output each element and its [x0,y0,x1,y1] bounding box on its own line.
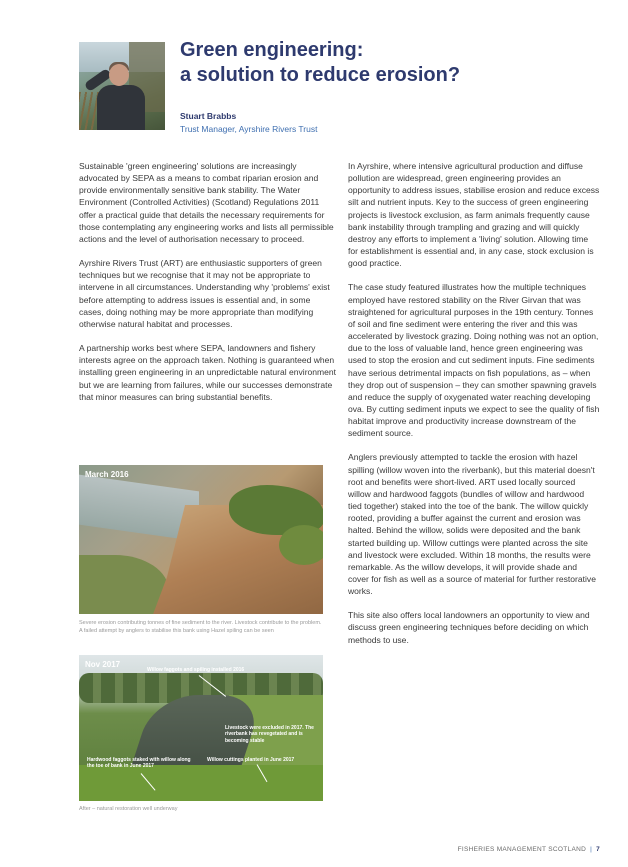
annotation-hardwood-faggots: Hardwood faggots staked with willow along the toe of bank in June 2017 [87,757,191,770]
after-photo [79,655,323,801]
paragraph: The case study featured illustrates how the multiple techniques employed have restored stability on the River Girvan that was straightened for agricultural purposes in the 19th century. Tonnes of soil and fine sediment were entering the river and this was accelerated by livestock grazing. Doing nothing was not an option, due to the loss of valuable land, hence green engineering was used to stop the erosion and cut sediment inputs. Fine sediments have serious detrimental impacts on fish populations, as – when they drop out of suspension – they can smother spawning gravels and reduce the supply of oxygenated water reaching developing ova. By cutting sediment inputs we expect to see the quality of fish habitat improve and productivity increase downstream of the sediment source. [348,282,600,439]
paragraph: Sustainable 'green engineering' solutions are increasingly advocated by SEPA as a means to combat riparian erosion and provide environmentally sensitive bank stability. The Water Environment (Controlled Activities) (Scotland) Regulations 2011 offer a practical guide that details the necessary requirements for those contemplating any engineering works and lists all permissible actions and the level of authorisation necessary to proceed. [79,161,334,244]
after-photo-label: Nov 2017 [85,660,121,669]
annotation-willow-cuttings: Willow cuttings planted in June 2017 [207,757,295,763]
title-line-2: a solution to reduce erosion? [180,64,461,86]
left-column [79,160,337,415]
paragraph: Anglers previously attempted to tackle the erosion with hazel spilling (willow woven into the riverbank), but this material doesn't root and benefits were short-lived. ART used locally sourced willow and hardwood faggots (bundles of willow and hardwood tied together) staked into the toe of the bank. The willow quickly rooted, providing a buffer against the current and erosion was halted. Behind the willow, solids were deposited and the bank started building up. Willow cuttings were planted across the site and livestock were excluded. Within 18 months, the results were remarkable. As the willow develops, it will provide shade and cover for fish as well as a source of material for further restorative works. [348,452,596,597]
paragraph: A partnership works best where SEPA, landowners and fishery interests agree on the approach taken. Nothing is guaranteed when installing green engineering in an unpredictable natural environment but we are learning from failures, while our successes demonstrate that minor measures can bring substantial benefits. [79,343,337,402]
paragraph: Ayrshire Rivers Trust (ART) are enthusiastic supporters of green techniques but we recognise that it may not be appropriate to intervene in all circumstances. Understanding why 'problems' exist before attempting to address issues is essential and, in some cases, doing nothing may be more appropriate than modifying otherwise natural habitat and processes. [79,258,330,329]
right-column [348,160,600,658]
before-photo [79,465,323,614]
publication-name: FISHERIES MANAGEMENT SCOTLAND [457,846,587,853]
before-photo-caption: Severe erosion contributing tonnes of fine sediment to the river. Livestock contribute to the problem. A failed attempt by anglers to stabilise this bank using Hazel spiling can be seen [79,620,322,634]
paragraph: This site also offers local landowners an opportunity to view and discuss green engineering techniques before deciding on which methods to use. [348,610,590,645]
paragraph: In Ayrshire, where intensive agricultural production and diffuse pollution are widespread, green engineering provides an opportunity to address issues, stabilise erosion and reduce excess silt and nutrient inputs. Key to the success of green engineering projects is livestock exclusion, as farm animals frequently cause bank instability through trampling and grazing and will quickly destroy any efforts to implement a 'living' solution. Allowing time for establishment is essential and, in any case, stock exclusion is good practice. [348,161,600,269]
article-title [180,38,500,88]
title-line-1: Green engineering: [180,39,364,61]
author-photo [79,42,165,130]
page-number: 7 [596,846,600,853]
after-photo-caption: After – natural restoration well underway [79,806,178,812]
footer-separator: | [590,846,593,853]
page-footer [458,846,600,853]
annotation-faggots-2016: Willow faggots and spiling installed 2016 [147,667,245,673]
author-role: Trust Manager, Ayrshire Rivers Trust [180,124,318,134]
author-name: Stuart Brabbs [180,111,237,121]
before-photo-label: March 2016 [85,470,129,479]
annotation-livestock: Livestock were excluded in 2017. The riverbank has revegetated and is becoming stable [225,725,314,744]
